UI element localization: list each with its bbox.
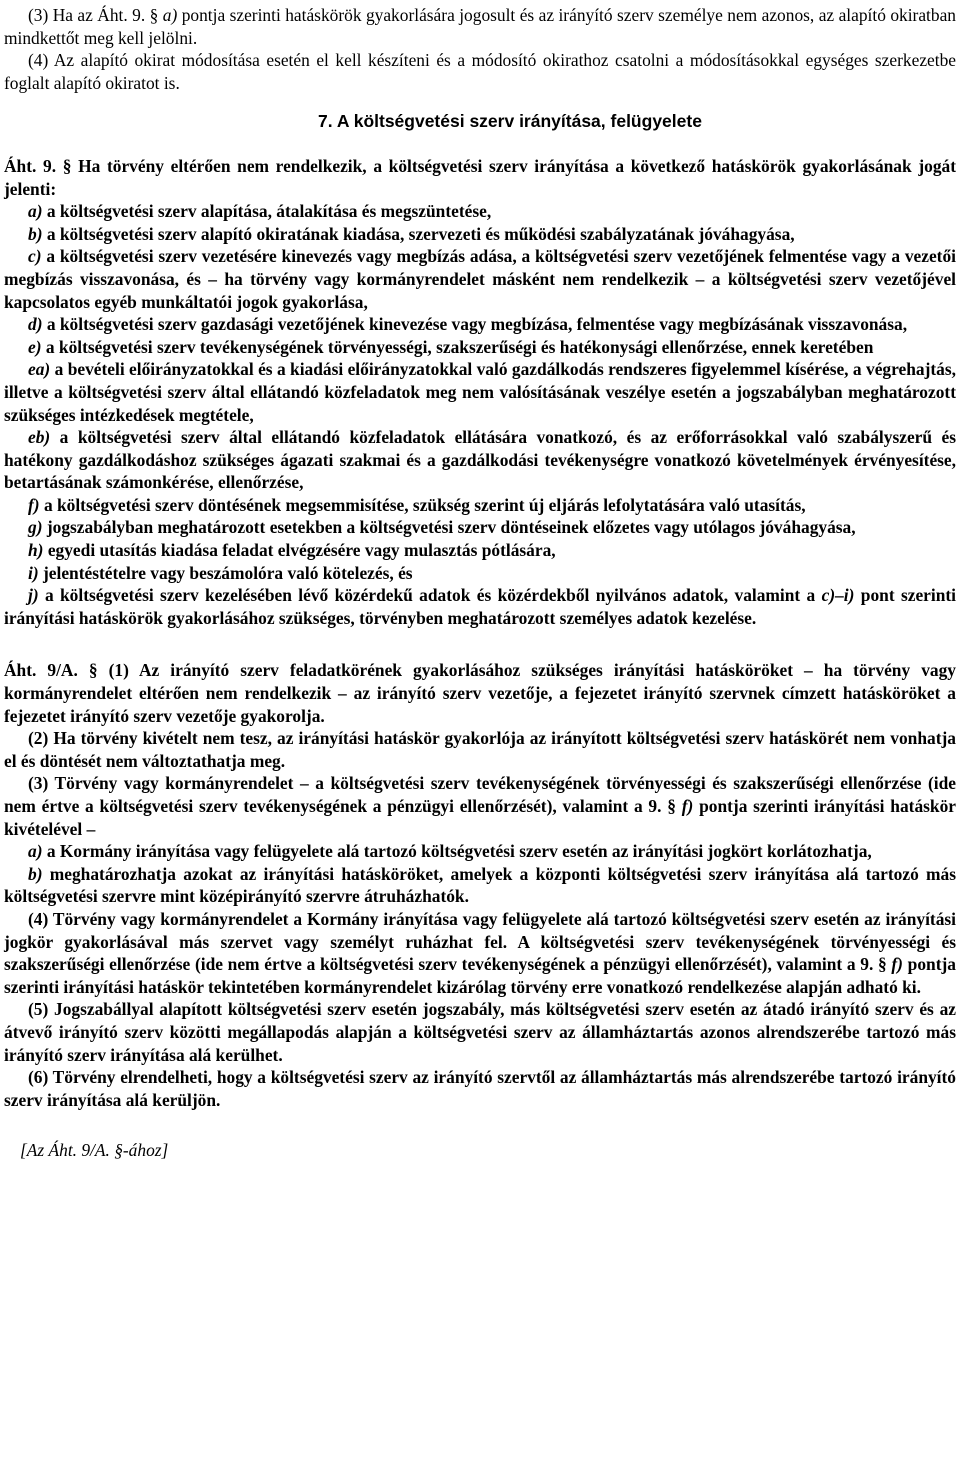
aht-9-item-g xyxy=(4,516,956,539)
aht-9a-paragraph-3-item-a xyxy=(4,840,956,863)
intro-paragraph-3 xyxy=(4,4,956,49)
point-reference: f) xyxy=(891,954,903,975)
aht-9a-paragraph-2: (2) Ha törvény kivételt nem tesz, az irányítási hatáskör gyakorlója az irányított költségvetési szerv hatáskörét nem vonhatja el és döntését nem változtathatja meg. xyxy=(4,728,956,771)
aht-9-item-c xyxy=(4,245,956,313)
item-text: a költségvetési szerv gazdasági vezetőjének kinevezése vagy megbízása, felmentése vagy megbízásának visszavonása, xyxy=(42,314,908,335)
section-heading: 7. A költségvetési szerv irányítása, felügyelete xyxy=(318,111,702,132)
aht-9-item-ea xyxy=(4,358,956,426)
item-text: jelentéstételre vagy beszámolóra való kötelezés, és xyxy=(38,562,413,583)
aht-9a-paragraph-1 xyxy=(4,659,956,727)
aht-9a-paragraph-3 xyxy=(4,772,956,840)
aht-9-item-j xyxy=(4,584,956,629)
aht-9-link[interactable]: Áht. 9. § xyxy=(4,155,72,176)
aht-9a-paragraph-3-item-b xyxy=(4,863,956,908)
aht-9a-link[interactable]: Áht. 9/A. § xyxy=(4,660,98,681)
aht-9-item-h xyxy=(4,539,956,562)
aht-9-item-d xyxy=(4,313,956,336)
aht-9a-paragraph-5: (5) Jogszabállyal alapított költségvetési szerv esetén jogszabály, más költségvetési szerv esetén az átadó irányító szerv és az átvevő irányító szerv közötti megállapodás alapján a költségvetési szerv az államháztartás azonos alrendszerébe tartozó más irányító szerv irányítása alá kerülhet. xyxy=(4,999,956,1065)
item-text: a költségvetési szerv által ellátandó közfeladatok ellátására vonatkozó, és az erőforrásokkal való szabályszerű és hatékony gazdálkodáshoz szükséges ágazati szakmai és a gazdálkodási tevékenységre vonatkozó követelmények érvényesítése, betartásának számonkérése, ellenőrzése, xyxy=(4,427,956,493)
paragraph-text: pontja szerinti irányítási hatáskör tekintetében kormányrendelet kizárólag törvény erre vonatkozó rendelkezése alapján adható ki. xyxy=(4,954,956,997)
item-mark: a) xyxy=(28,201,43,222)
paragraph-text: pontja szerinti hatáskörök gyakorlására jogosult és az irányító szerv személye nem azonos, az alapító okiratban mindkettőt meg kell jelölni. xyxy=(4,5,956,48)
aht-9-lead-text: Ha törvény eltérően nem rendelkezik, a költségvetési szerv irányítása a következő hatáskörök gyakorlásának jogát jelenti: xyxy=(4,155,957,199)
item-mark: eb) xyxy=(28,427,51,448)
item-text: a Kormány irányítása vagy felügyelete alá tartozó költségvetési szerv esetén az irányítási jogkört korlátozhatja, xyxy=(42,841,872,862)
item-text: jogszabályban meghatározott esetekben a költségvetési szerv döntéseinek előzetes vagy utólagos jóváhagyása, xyxy=(42,517,856,538)
item-mark: i) xyxy=(28,562,39,583)
aht-9-item-eb xyxy=(4,426,956,494)
paragraph-text: pontja szerinti irányítási hatáskör kivételével – xyxy=(4,796,956,839)
aht-9a-block xyxy=(4,659,956,1111)
intro-paragraph-4: (4) Az alapító okirat módosítása esetén el kell készíteni és a módosító okirathoz csatolni a módosításokkal egységes szerkezetbe foglalt alapító okiratot is. xyxy=(4,50,956,93)
item-mark: c)–i) xyxy=(821,585,855,606)
item-mark: b) xyxy=(28,223,43,244)
item-text: pont szerinti irányítási hatáskörök gyakorlásához szükséges, törvényben meghatározott személyes adatok kezelése. xyxy=(4,585,957,628)
item-text: meghatározhatja azokat az irányítási hatásköröket, amelyek a központi költségvetési szerv irányítása alá tartozó más költségvetési szervre mint középirányító szervre átruházhatók. xyxy=(4,863,956,907)
aht-9-item-a xyxy=(4,200,956,223)
item-text: a költségvetési szerv döntésének megsemmisítése, szükség szerint új eljárás lefolytatására való utasítás, xyxy=(39,494,806,515)
item-text: a költségvetési szerv vezetésére kinevezés vagy megbízás adása, a költségvetési szerv vezetőjének felmentése vagy a vezetői megbízás visszavonása, és – ha törvény vagy kormányrendelet másként nem rendelkezik – a költségvetési szerv vezetőjével kapcsolatos egyéb munkáltatói jogok gyakorlása, xyxy=(4,246,956,312)
aht-9a-paragraph-6: (6) Törvény elrendelheti, hogy a költségvetési szerv az irányító szervtől az államháztartás más alrendszerébe tartozó irányító szerv irányítása alá kerüljön. xyxy=(4,1067,956,1110)
paragraph-text: (4) Törvény vagy kormányrendelet a Kormány irányítása vagy felügyelete alá tartozó költségvetési szerv esetén az irányítási jogkör gyakorlásával más szervet vagy személyt ruházhat fel. A költségvetési szerv tevékenységének törvényességi és szakszerűségi ellenőrzése (ide nem értve a költségvetési szerv tevékenységének a pénzügyi ellenőrzését), valamint a 9. § xyxy=(4,908,956,975)
item-text: a bevételi előirányzatokkal és a kiadási előirányzatokkal való gazdálkodás rendszeres figyelemmel kísérése, a végrehajtás, illetve a költségvetési szerv által ellátandó közfeladatok meg nem valósításának veszélye esetén a jogszabályban meghatározott szükséges intézkedések megtétele, xyxy=(4,359,956,425)
aht-9-item-i xyxy=(4,562,956,585)
paragraph-text: (1) Az irányító szerv feladatkörének gyakorlásához szükséges irányítási hatásköröket – ha törvény vagy kormányrendelet eltérően nem rendelkezik – az irányító szerv vezetője, a fejezetet irányító szervnek címzett hatásköröket a fejezetet irányító szerv vezetője gyakorolja. xyxy=(4,660,956,726)
section-reference-note: [Az Áht. 9/A. §-ához] xyxy=(20,1140,169,1161)
item-mark: j) xyxy=(28,585,39,606)
aht-9-item-f xyxy=(4,494,956,517)
paragraph-number: (3) Ha az Áht. 9. § xyxy=(28,5,163,25)
aht-9-item-b xyxy=(4,223,956,246)
aht-9-item-e xyxy=(4,336,956,359)
item-text: egyedi utasítás kiadása feladat elvégzésére vagy mulasztás pótlására, xyxy=(43,540,556,561)
aht-9-lead xyxy=(4,155,956,200)
item-mark: a) xyxy=(28,841,43,862)
item-mark: f) xyxy=(28,494,40,515)
item-mark: e) xyxy=(28,336,42,357)
paragraph-text: (3) Törvény vagy kormányrendelet – a költségvetési szerv tevékenységének törvényességi és szakszerűségi ellenőrzése (ide nem értve a költségvetési szerv tevékenységének a pénzügyi ellenőrzését), valamint a 9. § xyxy=(4,773,956,816)
point-reference: f) xyxy=(681,796,694,816)
item-text: a költségvetési szerv alapító okiratának kiadása, szervezeti és működési szabályzatának jóváhagyása, xyxy=(42,223,795,244)
aht-9a-paragraph-4 xyxy=(4,908,956,998)
item-mark: d) xyxy=(28,314,43,335)
item-mark: c) xyxy=(28,246,42,267)
item-text: a költségvetési szerv kezelésében lévő közérdekű adatok és közérdekből nyilvános adatok, valamint a xyxy=(38,585,822,606)
item-mark: g) xyxy=(28,517,43,538)
aht-9-block xyxy=(4,155,956,629)
item-text: a költségvetési szerv tevékenységének törvényességi, szakszerűségi és hatékonysági ellenőrzése, ennek keretében xyxy=(41,336,874,357)
item-text: a költségvetési szerv alapítása, átalakítása és megszüntetése, xyxy=(42,201,492,222)
item-mark: ea) xyxy=(28,359,51,380)
item-mark: b) xyxy=(28,863,43,884)
point-reference: a) xyxy=(162,5,178,25)
item-mark: h) xyxy=(28,540,44,561)
